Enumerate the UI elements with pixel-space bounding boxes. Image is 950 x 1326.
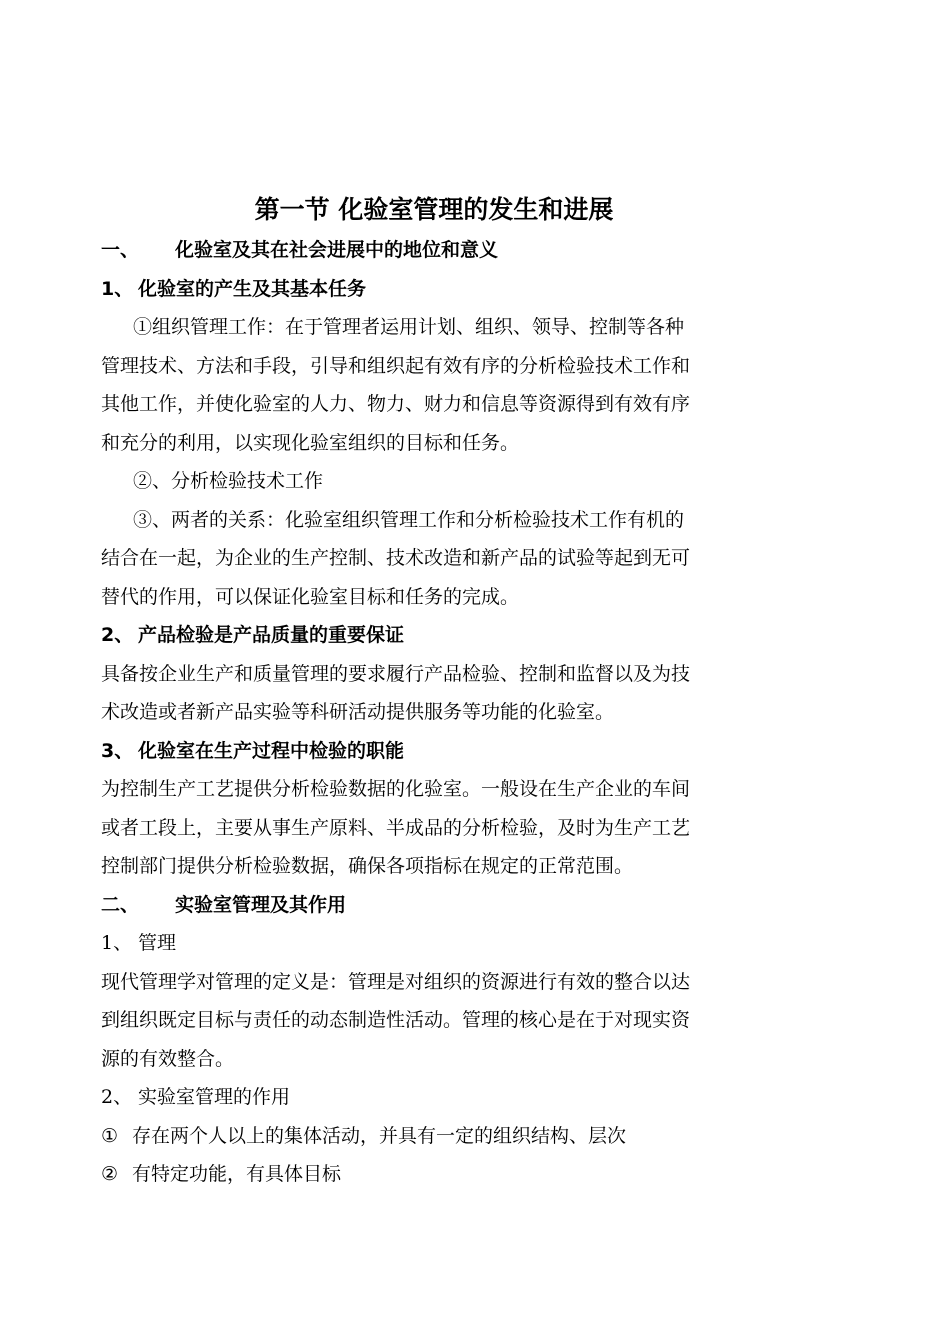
paragraph-line: ②、分析检验技术工作 — [133, 470, 324, 492]
heading-text: 产品检验是产品质量的重要保证 — [138, 624, 405, 646]
heading-text: 化验室的产生及其基本任务 — [138, 277, 367, 300]
paragraph-line: 现代管理学对管理的定义是：管理是对组织的资源进行有效的整合以达 — [101, 970, 691, 993]
document-body — [101, 231, 766, 1194]
paragraph — [101, 655, 766, 732]
heading-text: 管理 — [138, 932, 177, 954]
paragraph-line: 管理技术、方法和手段，引导和组织起有效有序的分析检验技术工作和 — [101, 354, 691, 377]
subsection-heading — [101, 270, 766, 309]
heading-text: 化验室在生产过程中检验的职能 — [138, 739, 405, 762]
heading-number: ① — [101, 1124, 119, 1147]
paragraph-line: 控制部门提供分析检验数据，确保各项指标在规定的正常范围。 — [101, 855, 634, 877]
paragraph — [101, 501, 766, 617]
paragraph-line: 到组织既定目标与责任的动态制造性活动。管理的核心是在于对现实资 — [101, 1009, 691, 1031]
subheading — [101, 924, 766, 963]
heading-text: 存在两个人以上的集体活动，并具有一定的组织结构、层次 — [132, 1124, 627, 1147]
heading-number: 2、 — [101, 1086, 133, 1108]
heading-text: 实验室管理的作用 — [138, 1086, 291, 1108]
paragraph-line: 或者工段上，主要从事生产原料、半成品的分析检验，及时为生产工艺 — [101, 816, 691, 839]
section-title: 第一节 化验室管理的发生和进展 — [254, 195, 614, 224]
heading-number: 2、 — [101, 624, 134, 646]
paragraph-line: 结合在一起，为企业的生产控制、技术改造和新产品的试验等起到无可 — [101, 547, 691, 569]
paragraph-line: 其他工作，并使化验室的人力、物力、财力和信息等资源得到有效有序 — [101, 393, 691, 415]
subsection-heading — [101, 732, 766, 771]
paragraph-line: 和充分的利用，以实现化验室组织的目标和任务。 — [101, 431, 520, 454]
heading-number: ② — [101, 1163, 119, 1185]
subsection-heading — [101, 616, 766, 655]
paragraph-line: 具备按企业生产和质量管理的要求履行产品检验、控制和监督以及为技 — [101, 662, 691, 685]
section-heading — [101, 886, 766, 925]
heading-number: 1、 — [101, 277, 134, 300]
paragraph-line: 替代的作用，可以保证化验室目标和任务的完成。 — [101, 585, 520, 608]
paragraph-line: ③、两者的关系：化验室组织管理工作和分析检验技术工作有机的 — [133, 508, 685, 531]
subheading — [101, 1078, 766, 1117]
paragraph — [101, 462, 766, 501]
heading-number: 1、 — [101, 932, 133, 954]
paragraph-line: 为控制生产工艺提供分析检验数据的化验室。一般设在生产企业的车间 — [101, 778, 691, 800]
heading-number: 3、 — [101, 739, 134, 762]
heading-text: 有特定功能，有具体目标 — [132, 1163, 342, 1185]
paragraph-line: 术改造或者新产品实验等科研活动提供服务等功能的化验室。 — [101, 701, 615, 723]
paragraph — [101, 308, 766, 462]
heading-number: 二、 — [101, 893, 140, 916]
heading-text: 化验室及其在社会进展中的地位和意义 — [175, 239, 499, 261]
paragraph-line: 源的有效整合。 — [101, 1047, 235, 1070]
heading-text: 实验室管理及其作用 — [175, 893, 347, 916]
paragraph-line: ①组织管理工作：在于管理者运用计划、组织、领导、控制等各种 — [133, 316, 685, 338]
paragraph — [101, 963, 766, 1079]
paragraph — [101, 770, 766, 886]
section-heading — [101, 231, 766, 270]
heading-number: 一、 — [101, 239, 140, 261]
list-item — [101, 1155, 766, 1194]
list-item — [101, 1117, 766, 1156]
